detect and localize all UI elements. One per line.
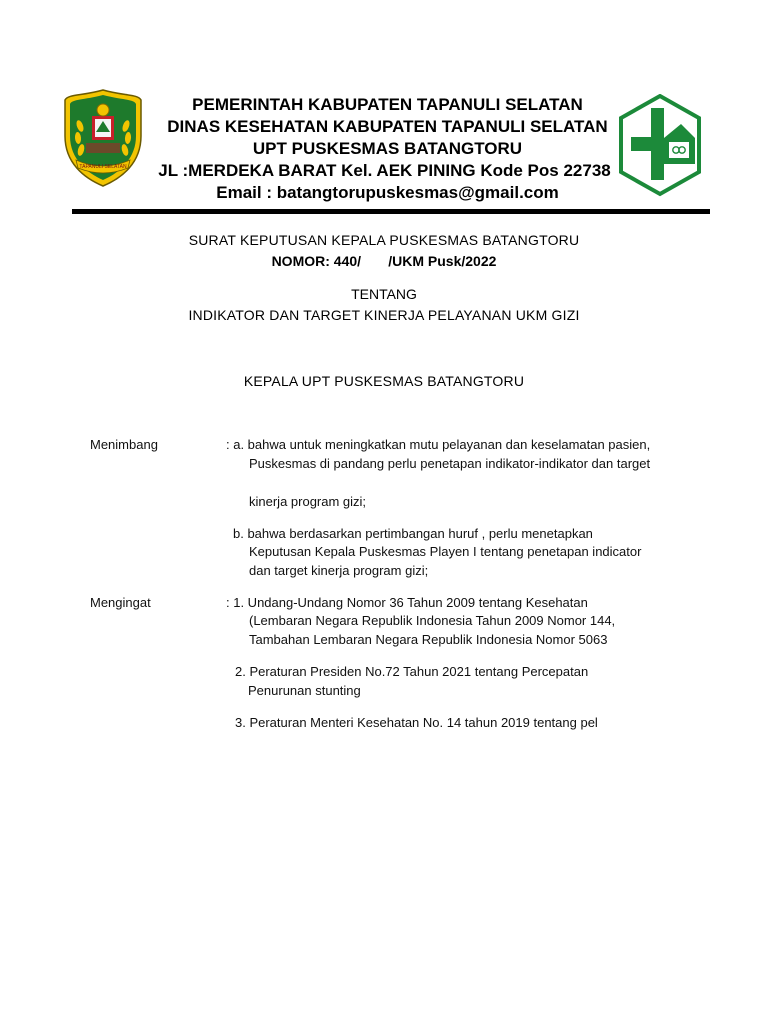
menimbang-b-line2: Keputusan Kepala Puskesmas Playen I tentang penetapan indicator: [249, 544, 642, 559]
mengingat-2-line2: Penurunan stunting: [248, 683, 361, 698]
menimbang-a-line3: kinerja program gizi;: [249, 494, 367, 509]
mengingat-1-line2: (Lembaran Negara Republik Indonesia Tahun 2009 Nomor 144,: [249, 613, 616, 628]
mengingat-2-line1: 2. Peraturan Presiden No.72 Tahun 2021 tentang Percepatan: [235, 664, 589, 679]
decree-issuer: KEPALA UPT PUSKESMAS BATANGTORU: [243, 373, 525, 389]
mengingat-1-line1: : 1. Undang-Undang Nomor 36 Tahun 2009 tentang Kesehatan: [226, 595, 588, 610]
menimbang-a-line1: : a. bahwa untuk meningkatkan mutu pelayanan dan keselamatan pasien,: [226, 437, 651, 452]
menimbang-label: Menimbang: [90, 437, 158, 452]
letterhead-agency: DINAS KESEHATAN KABUPATEN TAPANULI SELATAN: [167, 117, 608, 136]
mengingat-1-line3: Tambahan Lembaran Negara Republik Indonesia Nomor 5063: [249, 632, 608, 647]
mengingat-3-line1: 3. Peraturan Menteri Kesehatan No. 14 tahun 2019 tentang pel: [235, 715, 598, 730]
menimbang-a-line2: Puskesmas di pandang perlu penetapan indikator-indikator dan target: [249, 456, 651, 471]
letterhead-government: PEMERINTAH KABUPATEN TAPANULI SELATAN: [192, 95, 583, 114]
logo-motto-text: TAPANULI SELATAN: [79, 164, 127, 170]
letterhead-email: Email : batangtorupuskesmas@gmail.com: [216, 183, 559, 202]
decree-about-label: TENTANG: [351, 286, 417, 302]
letterhead: [140, 94, 635, 204]
letterhead-address: JL :MERDEKA BARAT Kel. AEK PINING Kode Pos 22738: [158, 161, 611, 180]
menimbang-b-line1: b. bahwa berdasarkan pertimbangan huruf , perlu menetapkan: [233, 526, 593, 541]
decree-number: NOMOR: 440/ /UKM Pusk/2022: [271, 253, 497, 269]
regency-coat-of-arms-icon: [62, 88, 144, 188]
puskesmas-cross-house-icon: [619, 94, 701, 198]
decree-subject: INDIKATOR DAN TARGET KINERJA PELAYANAN UKM GIZI: [188, 307, 580, 323]
letterhead-unit: UPT PUSKESMAS BATANGTORU: [252, 139, 523, 158]
letterhead-divider: [72, 209, 710, 214]
decree-title: SURAT KEPUTUSAN KEPALA PUSKESMAS BATANGTORU: [188, 232, 580, 248]
menimbang-b-line3: dan target kinerja program gizi;: [249, 563, 429, 578]
mengingat-label: Mengingat: [90, 595, 151, 610]
